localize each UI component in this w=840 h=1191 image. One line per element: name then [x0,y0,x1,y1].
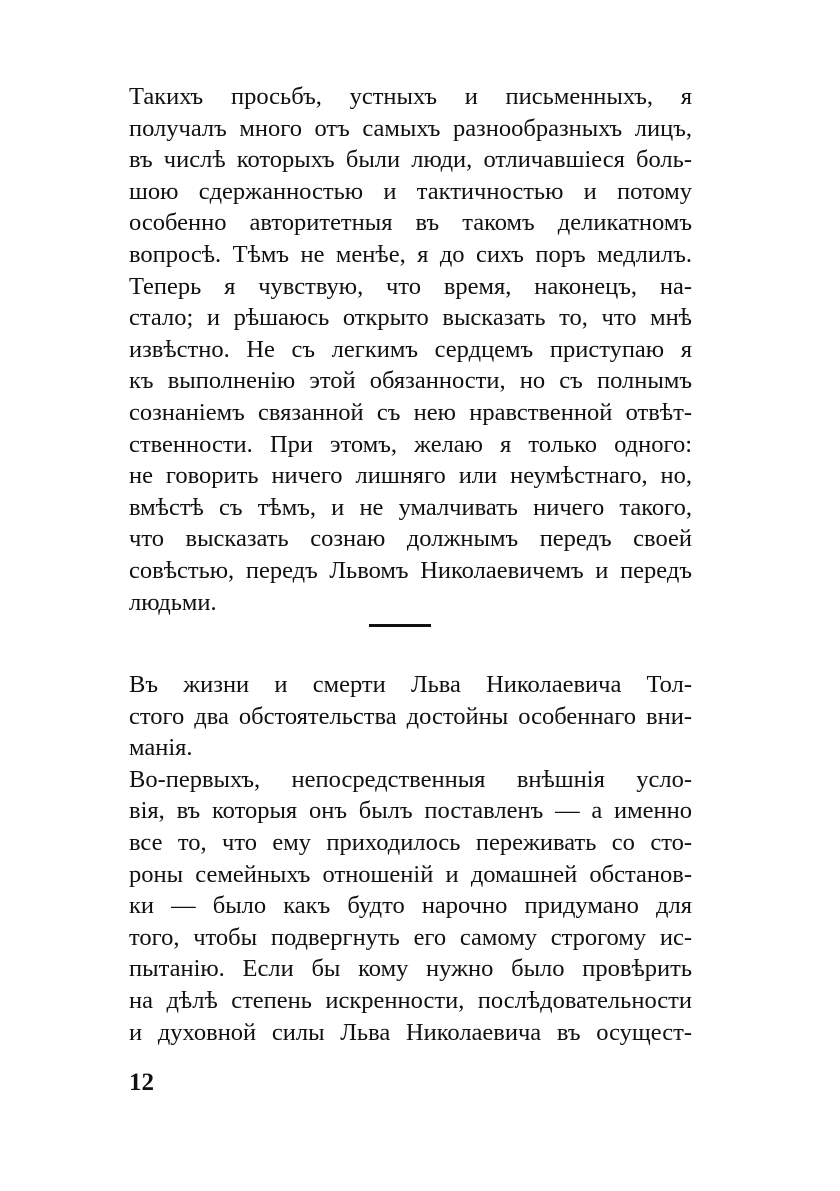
text-line: извѣстно. Не съ легкимъ сердцемъ приступаю я [129,335,692,363]
text-line: людьми. [129,588,217,616]
text-line: и духовной силы Льва Николаевича въ осущест- [129,1018,692,1046]
text-line: того, чтобы подвергнуть его самому строгому ис- [129,923,692,951]
text-line: въ числѣ которыхъ были люди, отличавшіеся боль- [129,146,692,174]
text-line: ственности. При этомъ, желаю я только одного: [129,430,692,458]
text-line: къ выполненію этой обязанности, но съ полнымъ [129,367,692,395]
text-line: шою сдержанностью и тактичностью и потому [129,177,692,205]
paragraph [129,764,692,1048]
text-line: Во-первыхъ, непосредственныя внѣшнія усло- [129,765,692,793]
text-line: совѣстью, передъ Львомъ Николаевичемъ и передъ [129,556,692,584]
paragraph [129,271,692,619]
text-line: ки — было какъ будто нарочно придумано для [129,892,692,920]
text-block-top [129,81,692,618]
text-line: роны семейныхъ отношеній и домашней обстанов- [129,860,692,888]
text-line: получалъ много отъ самыхъ разнообразныхъ лицъ, [129,114,692,142]
text-line: не говорить ничего лишняго или неумѣстнаго, но, [129,462,692,490]
text-line: Теперь я чувствую, что время, наконецъ, на- [129,272,692,300]
text-block-bottom [129,669,692,1048]
text-line: стало; и рѣшаюсь открыто высказать то, что мнѣ [129,304,692,332]
page-number: 12 [129,1069,154,1096]
text-line: манія. [129,734,193,762]
text-line: вмѣстѣ съ тѣмъ, и не умалчивать ничего такого, [129,493,692,521]
section-divider [369,624,431,627]
text-line: сознаніемъ связанной съ нею нравственной отвѣт- [129,398,692,426]
text-line: пытанію. Если бы кому нужно было провѣрить [129,955,692,983]
text-line: вопросѣ. Тѣмъ не менѣе, я до сихъ поръ медлилъ. [129,240,692,268]
paragraph [129,669,692,764]
paragraph [129,81,692,271]
text-line: Въ жизни и смерти Льва Николаевича Тол- [129,671,692,698]
text-line: вія, въ которыя онъ былъ поставленъ — а именно [129,797,692,825]
text-line: на дѣлѣ степень искренности, послѣдовательности [129,986,692,1014]
text-line: что высказать сознаю должнымъ передъ своей [129,525,692,553]
text-line: все то, что ему приходилось переживать со сто- [129,828,692,856]
text-line: Такихъ просьбъ, устныхъ и письменныхъ, я [129,83,692,110]
text-line: стого два обстоятельства достойны особеннаго вни- [129,702,692,730]
text-line: особенно авторитетныя въ такомъ деликатномъ [129,209,692,237]
